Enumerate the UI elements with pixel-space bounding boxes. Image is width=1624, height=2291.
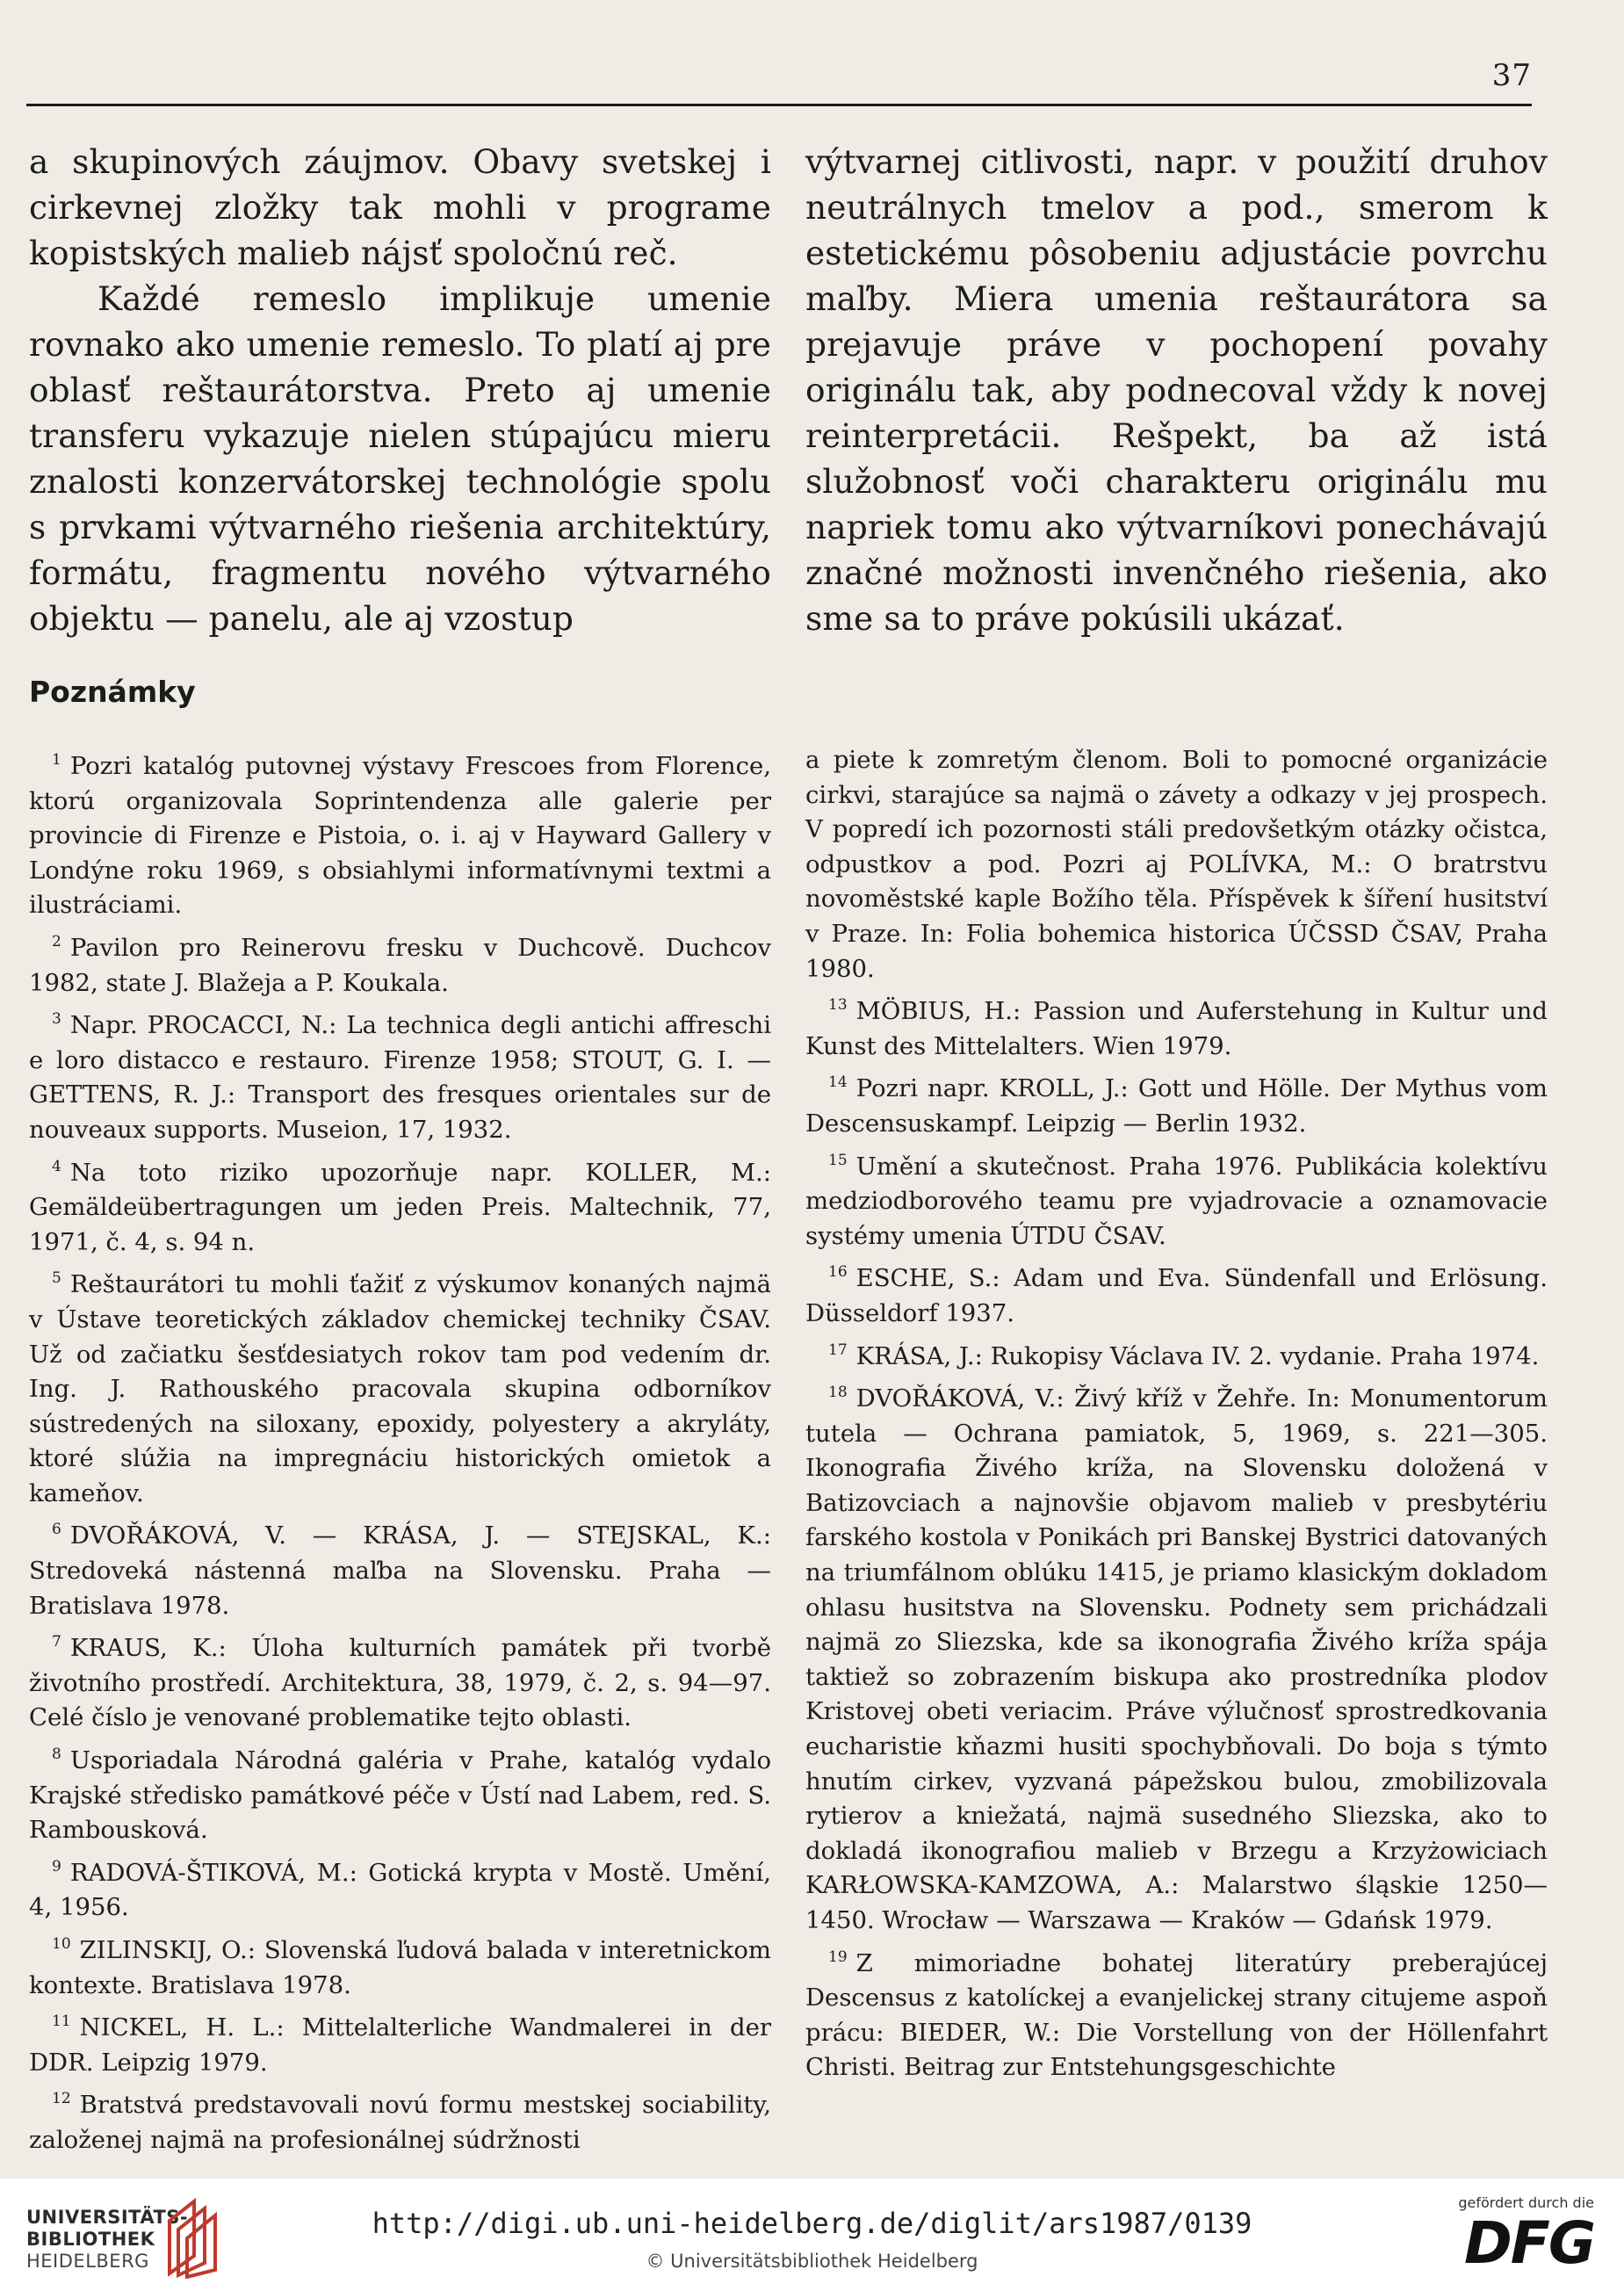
footnote <box>805 1940 1548 2085</box>
footnote-text: Reštaurátori tu mohli ťažiť z výskumov konaných najmä v Ústave teoretických základov chemickej techniky ČSAV. Už od začiatku šesťdesiatych rokov tam pod vedením dr. Ing. J. Rathouského pracovala skupina odborníkov sústredených na siloxany, epoxidy, polyestery a akryláty, ktoré slúžia na impregnáciu historických omietok a kameňov. <box>29 1270 771 1507</box>
dfg-logo[interactable] <box>1458 2194 1594 2277</box>
header-rule <box>26 104 1532 106</box>
body-paragraph: a skupinových záujmov. Obavy svetskej i cirkevnej zložky tak mohli v programe kopistských malieb nájsť spoločnú reč. <box>29 142 771 272</box>
footnote-number: 10 <box>52 1935 71 1953</box>
footnote <box>805 1333 1548 1375</box>
footnote <box>29 1850 771 1926</box>
footnote-text: ESCHE, S.: Adam und Eva. Sündenfall und Erlösung. Düsseldorf 1937. <box>805 1264 1548 1327</box>
footnote-text: Pavilon pro Reinerovu fresku v Duchcově. Duchcov 1982, state J. Blažeja a P. Koukala. <box>29 933 771 997</box>
footnote-text: Z mimoriadne bohatej literatúry preberajúcej Descensus z katolíckej a evanjelickej strany citujeme aspoň prácu: BIEDER, W.: Die Vorstellung von der Höllenfahrt Christi. Beitrag zur Entstehungsgeschichte <box>805 1948 1548 2082</box>
footnote <box>805 1376 1548 1939</box>
footnote-number: 9 <box>52 1857 61 1875</box>
footnote-text: DVOŘÁKOVÁ, V.: Živý kříž v Žehře. In: Monumentorum tutela — Ochrana pamiatok, 5, 1969, s. 221—305. Ikonografia Živého kríža, na Slovensku doložená v Batizovciach a najnovšie objavom malieb v presbytériu farského kostola v Ponikách pri Banskej Bystrici datovaných na triumfálnom oblúku 1415, je priamo klasickým dokladom ohlasu husitstva na Slovensku. Podnety sem prichádzali najmä zo Sliezska, kde sa ikonografia Živého kríža spája taktiež so zobrazením biskupa ako prostredníka plodov Kristovej obeti veriacim. Práve výlučnosť sprostredkovania eucharistie kňazmi husiti spochybňovali. Do boja s týmto hnutím cirkev, vyzvaná pápežskou bulou, zmobilizovala rytierov a kniežatá, najmä susedného Sliezska, ako to dokladá ikonografiou malieb v Brzegu a Krzyżowiciach KARŁOWSKA-KAMZOWA, A.: Malarstwo śląskie 1250—1450. Wrocław — Warszawa — Kraków — Gdańsk 1979. <box>805 1384 1548 1934</box>
notes-column-left <box>29 743 771 2160</box>
footnote-number: 3 <box>52 1010 61 1029</box>
footer-bar <box>0 2179 1624 2291</box>
footnote-text: RADOVÁ-ŠTIKOVÁ, M.: Gotická krypta v Mostě. Umění, 4, 1956. <box>29 1858 771 1922</box>
footnote <box>29 1625 771 1736</box>
footnote-text: MÖBIUS, H.: Passion und Auferstehung in Kultur und Kunst des Mittelalters. Wien 1979. <box>805 997 1548 1060</box>
footnote-number: 16 <box>828 1263 848 1282</box>
footnote-text: ZILINSKIJ, O.: Slovenská ľudová balada v interetnickom kontexte. Bratislava 1978. <box>29 1936 771 1999</box>
body-paragraph: Každé remeslo implikuje umenie rovnako ako umenie remeslo. To platí aj pre oblasť reštaurátorstva. Preto aj umenie transferu vykazuje nielen stúpajúcu mieru znalosti konzervátorskej technológie spolu s prvkami výtvarného riešenia architektúry, formátu, fragmentu nového výtvarného objektu — panelu, ale aj vzostup <box>29 279 771 638</box>
footnote-number: 5 <box>52 1269 61 1288</box>
footnote <box>29 1927 771 2003</box>
footnote-number: 12 <box>52 2090 71 2108</box>
footnote <box>29 1261 771 1511</box>
footnote-number: 17 <box>828 1341 848 1359</box>
footnote-number: 4 <box>52 1157 61 1175</box>
footnote-number: 13 <box>828 996 848 1015</box>
footnote-number: 1 <box>52 751 61 769</box>
footnote <box>805 988 1548 1064</box>
footnote-continuation: a piete k zomretým členom. Boli to pomocné organizácie cirkvi, starajúce sa najmä o závety a odkazy v jej prospech. V popredí ich pozornosti stáli predovšetkým otázky očistca, odpustkov a pod. Pozri aj POLÍVKA, M.: O bratrstvu novoměstské kaple Božího těla. Příspěvek k šíření husitství v Praze. In: Folia bohemica historica ÚČSSD ČSAV, Praha 1980. <box>805 746 1548 983</box>
footnote-number: 19 <box>828 1948 848 1966</box>
dfg-caption: gefördert durch die <box>1458 2194 1594 2211</box>
footnote-number: 15 <box>828 1151 848 1169</box>
footnote <box>805 1144 1548 1254</box>
footnote-text: Pozri napr. KROLL, J.: Gott und Hölle. Der Mythus vom Descensuskampf. Leipzig — Berlin 1932. <box>805 1074 1548 1138</box>
footnote-text: NICKEL, H. L.: Mittelalterliche Wandmalerei in der DDR. Leipzig 1979. <box>29 2013 771 2077</box>
copyright-text: © Universitätsbibliothek Heidelberg <box>646 2251 978 2272</box>
footnote-text: DVOŘÁKOVÁ, V. — KRÁSA, J. — STEJSKAL, K.: Stredoveká nástenná maľba na Slovensku. Praha — Bratislava 1978. <box>29 1521 771 1620</box>
footnote-text: Usporiadala Národná galéria v Prahe, katalóg vydalo Krajské středisko památkové péče v Ústí nad Labem, red. S. Rambousková. <box>29 1746 771 1845</box>
footnote <box>29 1738 771 1848</box>
dfg-wordmark: DFG <box>1463 2209 1594 2277</box>
footnote-text: KRAUS, K.: Úloha kulturních památek při tvorbě životního prostředí. Architektura, 38, 1979, č. 2, s. 94—97. Celé číslo je venované problematike tejto oblasti. <box>29 1634 771 1732</box>
notes-heading: Poznámky <box>29 675 196 709</box>
footnote <box>29 2005 771 2080</box>
footnote-text: Pozri katalóg putovnej výstavy Frescoes from Florence, ktorú organizovala Soprintendenza alle galerie per provincie di Firenze e Pistoia, o. i. aj v Hayward Gallery v Londýne roku 1969, s obsiahlymi informatívnymi textmi a ilustráciami. <box>29 752 771 920</box>
logo-text: BIBLIOTHEK <box>26 2229 155 2250</box>
footnote-number: 8 <box>52 1745 61 1764</box>
footnote <box>805 1066 1548 1141</box>
footnote-number: 14 <box>828 1073 848 1092</box>
source-url-link[interactable]: http://digi.ub.uni-heidelberg.de/diglit/ars1987/0139 <box>372 2207 1252 2240</box>
footnote <box>29 743 771 923</box>
body-column-left <box>29 139 771 641</box>
body-paragraph: výtvarnej citlivosti, napr. v použití druhov neutrálnych tmelov a pod., smerom k estetickému pôsobeniu adjustácie povrchu maľby. Miera umenia reštaurátora sa prejavuje práve v pochopení povahy originálu tak, aby podnecoval vždy k novej reinterpretácii. Rešpekt, ba až istá služobnosť voči charakteru originálu mu napriek tomu ako výtvarníkovi ponechávajú značné možnosti invenčného riešenia, ako sme sa to práve pokúsili ukázať. <box>805 142 1548 638</box>
footnote-number: 11 <box>52 2013 71 2031</box>
footnote-text: Na toto riziko upozorňuje napr. KOLLER, M.: Gemäldeübertragungen um jeden Preis. Maltechnik, 77, 1971, č. 4, s. 94 n. <box>29 1158 771 1256</box>
footnote-text: Bratstvá predstavovali novú formu mestskej sociability, založenej najmä na profesionálnej súdržnosti <box>29 2091 771 2154</box>
footnote <box>29 1150 771 1261</box>
footnote <box>29 1002 771 1147</box>
footnote-number: 6 <box>52 1521 61 1539</box>
footnote-text: KRÁSA, J.: Rukopisy Václava IV. 2. vydanie. Praha 1974. <box>855 1341 1540 1370</box>
footnote-number: 7 <box>52 1633 61 1651</box>
body-column-right <box>805 139 1548 641</box>
footnote <box>29 2082 771 2157</box>
footnote-text: Napr. PROCACCI, N.: La technica degli antichi affreschi e loro distacco e restauro. Firenze 1958; STOUT, G. I. — GETTENS, R. J.: Transport des fresques orientales sur de nouveaux supports. Museion, 17, 1932. <box>29 1011 771 1144</box>
footnote <box>29 1513 771 1623</box>
footnote-number: 18 <box>828 1384 848 1402</box>
footnote <box>805 1255 1548 1331</box>
logo-text: HEIDELBERG <box>26 2251 149 2272</box>
logo-text: UNIVERSITÄTS- <box>26 2207 189 2228</box>
footnote <box>29 925 771 1001</box>
notes-column-right <box>805 743 1548 2087</box>
footnote-text: Umění a skutečnost. Praha 1976. Publikácia kolektívu medziodborového teamu pre vyjadrovacie a oznamovacie systémy umenia ÚTDU ČSAV. <box>805 1152 1548 1250</box>
page-number: 37 <box>1491 58 1532 93</box>
footnote-number: 2 <box>52 932 61 950</box>
